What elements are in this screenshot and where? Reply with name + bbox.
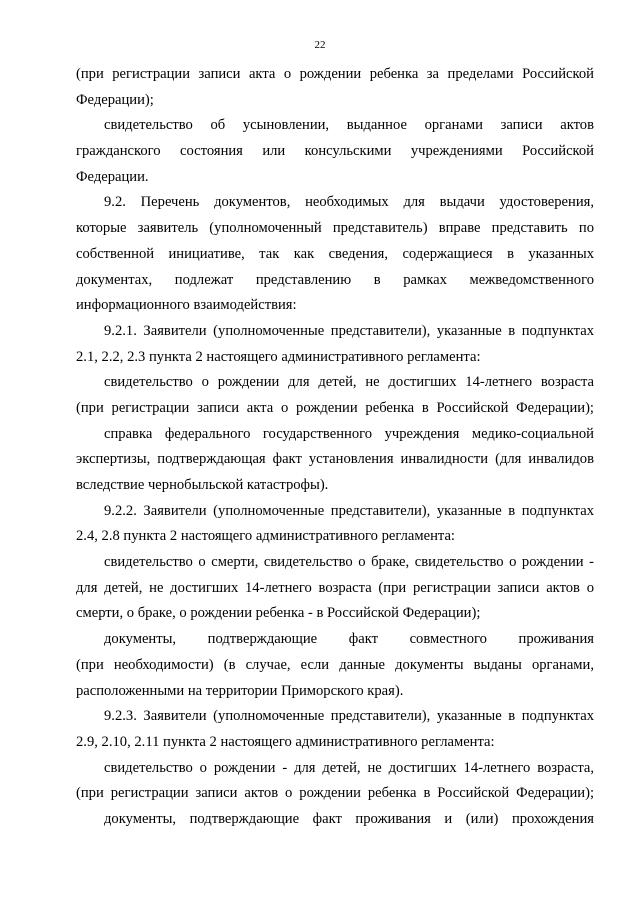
text-line: информационного взаимодействия: <box>76 297 297 314</box>
text-line: смерти, о браке, о рождении ребенка - в Российской Федерации); <box>76 605 481 622</box>
text-line: экспертизы, подтверждающая факт установления инвалидности (для инвалидов <box>76 451 594 468</box>
text-line: справка федерального государственного учреждения медико-социальной <box>104 425 594 442</box>
text-line: расположенными на территории Приморского края). <box>76 682 404 699</box>
document-body <box>76 62 594 833</box>
text-line: (при регистрации записи актов о рождении ребенка в Российской Федерации); <box>76 785 594 802</box>
text-line: свидетельство о смерти, свидетельство о браке, свидетельство о рождении - <box>104 554 594 571</box>
text-line: гражданского состояния или консульскими учреждениями Российской <box>76 143 594 160</box>
text-line: (при необходимости) (в случае, если данные документы выданы органами, <box>76 656 594 673</box>
text-line: документы, подтверждающие факт совместного проживания <box>104 631 594 648</box>
text-line: свидетельство о рождении для детей, не достигших 14-летнего возраста <box>104 374 594 391</box>
text-line: документы, подтверждающие факт проживания и (или) прохождения <box>104 810 594 827</box>
text-line: свидетельство о рождении - для детей, не достигших 14-летнего возраста, <box>104 759 594 776</box>
text-line: документах, подлежат представлению в рамках межведомственного <box>76 271 594 288</box>
text-line: 9.2.3. Заявители (уполномоченные представители), указанные в подпунктах <box>104 708 594 725</box>
text-line: Федерации. <box>76 168 149 185</box>
text-line: собственной инициативе, так как сведения, содержащиеся в указанных <box>76 245 594 262</box>
text-line: которые заявитель (уполномоченный представитель) вправе представить по <box>76 220 594 237</box>
text-line: (при регистрации записи акта о рождении ребенка за пределами Российской <box>76 66 594 82</box>
text-line: для детей, не достигших 14-летнего возраста (при регистрации записи актов о <box>76 579 594 596</box>
text-line: 9.2.2. Заявители (уполномоченные представители), указанные в подпунктах <box>104 502 594 519</box>
text-line: (при регистрации записи акта о рождении ребенка в Российской Федерации); <box>76 399 594 416</box>
page-number: 22 <box>314 39 326 51</box>
text-line: 2.1, 2.2, 2.3 пункта 2 настоящего административного регламента: <box>76 348 481 365</box>
text-line: вследствие чернобыльской катастрофы). <box>76 477 329 493</box>
text-line: 2.4, 2.8 пункта 2 настоящего административного регламента: <box>76 528 455 545</box>
text-line: Федерации); <box>76 91 154 108</box>
text-line: свидетельство об усыновлении, выданное органами записи актов <box>104 117 594 134</box>
text-line: 9.2.1. Заявители (уполномоченные представители), указанные в подпунктах <box>104 322 594 339</box>
text-line: 2.9, 2.10, 2.11 пункта 2 настоящего административного регламента: <box>76 733 495 750</box>
text-line: 9.2. Перечень документов, необходимых для выдачи удостоверения, <box>104 194 594 211</box>
